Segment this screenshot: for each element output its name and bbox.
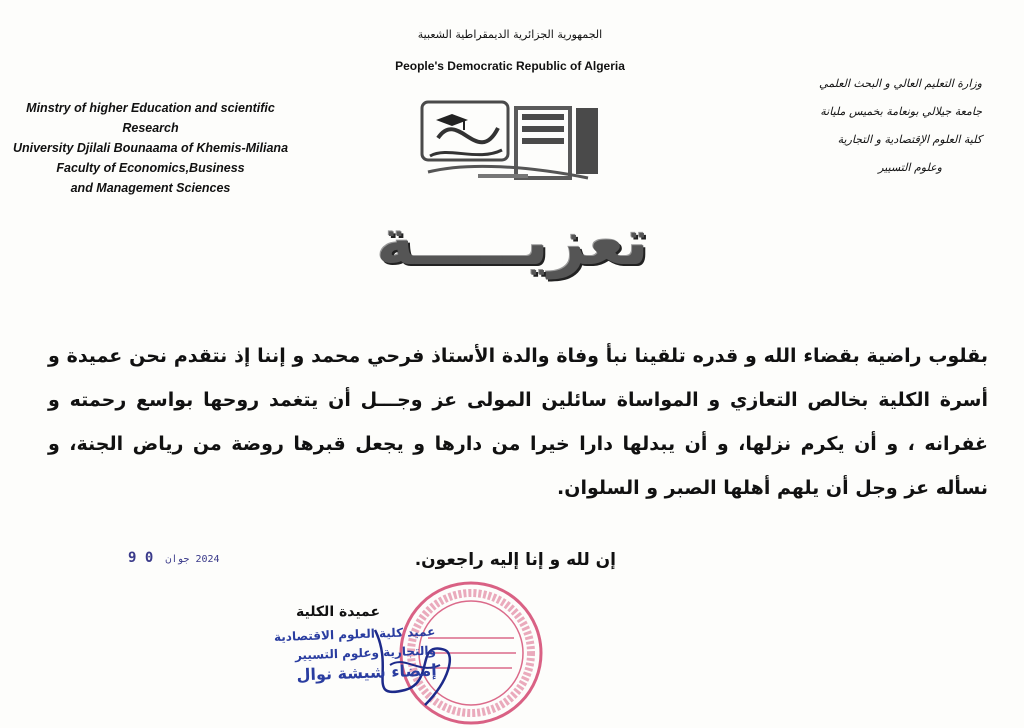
header-left-line: Faculty of Economics,Business xyxy=(56,161,245,175)
republic-name-english: People's Democratic Republic of Algeria xyxy=(395,59,625,73)
document-title: تعزيـــــة xyxy=(376,206,649,280)
header-right-arabic xyxy=(732,70,982,182)
date-year: 2024 xyxy=(195,554,220,565)
dean-stamp-line: عميد كلية العلوم الاقتصادية xyxy=(273,624,436,645)
header-center xyxy=(360,28,660,73)
header-right-line: جامعة جيلالي بونعامة بخميس مليانة xyxy=(820,105,982,118)
header-left-line: University Djilali Bounaama of Khemis-Miliana xyxy=(12,141,289,155)
date-day: 0 9 xyxy=(128,550,154,566)
date-month: جوان xyxy=(165,554,190,565)
dean-title: عميدة الكلية xyxy=(296,604,381,620)
condolence-body xyxy=(48,334,988,510)
dean-name: إمضاء شيشة نوال xyxy=(296,660,437,685)
header-right-line: وعلوم التسيير xyxy=(878,161,942,174)
header-left-line: Minstry of higher Education and scientific xyxy=(26,101,275,115)
dean-stamp-line: والتجارية وعلوم التسيير xyxy=(294,643,437,663)
closing-phrase: إن لله و إنا إليه راجعون. xyxy=(414,550,616,570)
dean-stamp xyxy=(235,623,437,687)
republic-name-arabic: الجمهورية الجزائرية الديمقراطية الشعبية xyxy=(417,28,603,41)
header-right-line: كلية العلوم الإقتصادية و التجارية xyxy=(837,133,982,146)
header-left-line: and Management Sciences xyxy=(70,181,231,195)
header-left-line: Research xyxy=(122,121,179,135)
date-stamp xyxy=(128,550,220,566)
header-right-line: وزارة التعليم العالي و البحث العلمي xyxy=(819,77,982,90)
university-logo xyxy=(418,98,606,190)
body-paragraph: بقلوب راضية بقضاء الله و قدره تلقينا نبأ وفاة والدة الأستاذ فرحي محمد و إننا إذ نتقدم نحن عميدة و أسرة الكلية بخالص التعازي و المواساة سائلين المولى عز وجـــل أن يتغمد روحها بواسع رحمته و غفرانه ، و أن يكرم نزلها، و أن يبدلها دارا خيرا من دارها و يجعل قبرها روضة من رياض الجنة، و نسأله عز وجل أن يلهم أهلها الصبر و السلوان. xyxy=(48,345,988,499)
header-left-english xyxy=(8,98,293,198)
